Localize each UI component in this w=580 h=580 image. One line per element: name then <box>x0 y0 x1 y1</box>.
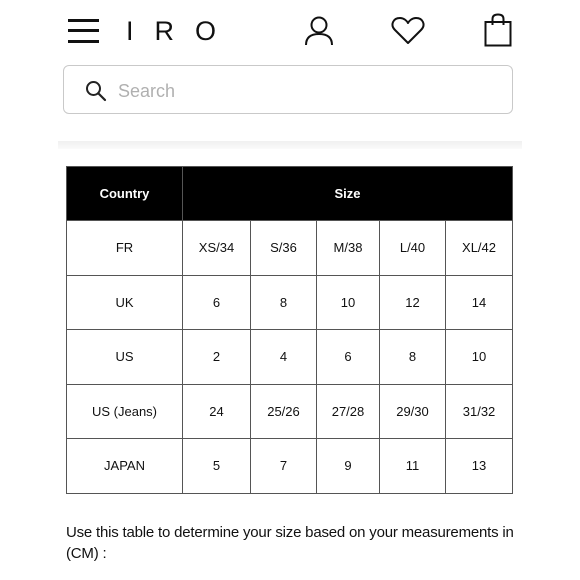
size-cell: XL/42 <box>446 221 513 276</box>
size-cell: 11 <box>380 439 446 494</box>
search-input[interactable] <box>116 75 500 107</box>
size-cell: 29/30 <box>380 384 446 439</box>
country-cell: US (Jeans) <box>67 384 183 439</box>
heart-icon[interactable] <box>391 17 425 45</box>
size-cell: 7 <box>251 439 317 494</box>
size-cell: 6 <box>183 275 251 330</box>
table-header-row <box>67 167 513 221</box>
size-cell: 12 <box>380 275 446 330</box>
section-divider <box>58 141 522 149</box>
size-cell: 8 <box>251 275 317 330</box>
table-row <box>67 275 513 330</box>
menu-icon[interactable] <box>68 19 99 43</box>
size-cell: 24 <box>183 384 251 439</box>
country-column-header: Country <box>67 167 183 221</box>
size-cell: 4 <box>251 330 317 385</box>
user-icon[interactable] <box>304 15 334 47</box>
size-cell: L/40 <box>380 221 446 276</box>
search-box <box>63 65 513 114</box>
brand-logo[interactable]: IRO <box>126 16 238 46</box>
table-row <box>67 330 513 385</box>
country-cell: UK <box>67 275 183 330</box>
size-cell: 6 <box>317 330 380 385</box>
size-cell: 2 <box>183 330 251 385</box>
size-cell: 13 <box>446 439 513 494</box>
size-cell: 14 <box>446 275 513 330</box>
site-header <box>0 0 580 62</box>
size-cell: M/38 <box>317 221 380 276</box>
country-cell: FR <box>67 221 183 276</box>
country-cell: JAPAN <box>67 439 183 494</box>
table-row <box>67 439 513 494</box>
table-row <box>67 221 513 276</box>
size-cell: 31/32 <box>446 384 513 439</box>
country-cell: US <box>67 330 183 385</box>
size-cell: 8 <box>380 330 446 385</box>
table-row <box>67 384 513 439</box>
size-column-header: Size <box>183 167 513 221</box>
size-chart-table <box>66 166 513 494</box>
size-cell: 25/26 <box>251 384 317 439</box>
size-cell: 9 <box>317 439 380 494</box>
search-icon <box>84 79 108 103</box>
size-cell: 27/28 <box>317 384 380 439</box>
size-cell: 10 <box>317 275 380 330</box>
size-cell: S/36 <box>251 221 317 276</box>
size-cell: 10 <box>446 330 513 385</box>
bag-icon[interactable] <box>484 13 512 47</box>
size-cell: 5 <box>183 439 251 494</box>
size-cell: XS/34 <box>183 221 251 276</box>
measurement-note: Use this table to determine your size based on your measurements in (CM) : <box>66 524 514 562</box>
